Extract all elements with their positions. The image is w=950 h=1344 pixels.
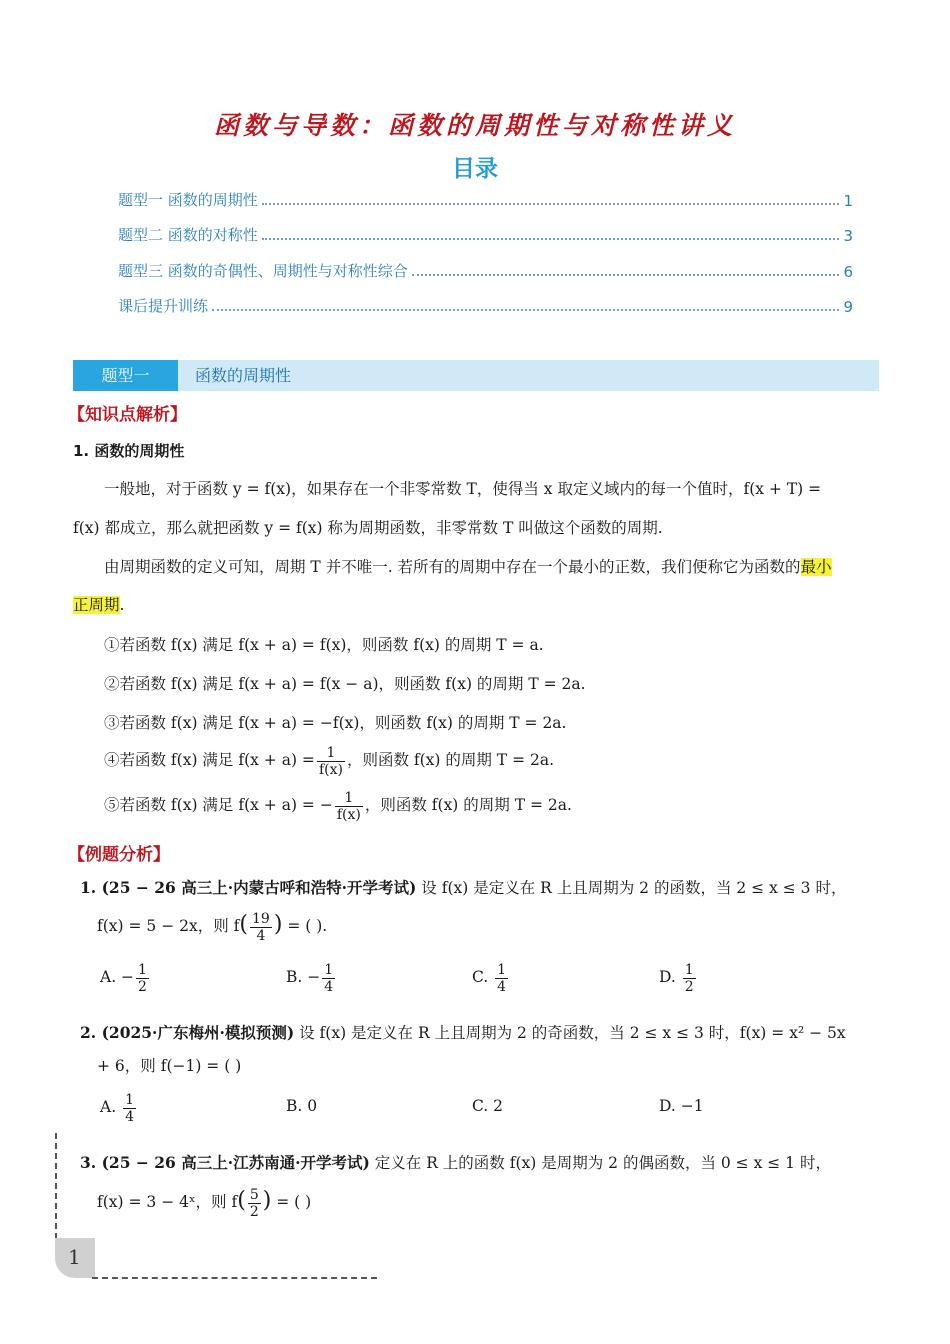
period-end: . xyxy=(119,596,125,614)
toc-entry[interactable] xyxy=(118,223,853,245)
question-2 xyxy=(80,1021,846,1043)
fraction-den: 4 xyxy=(497,978,507,995)
option-label: C. xyxy=(472,968,494,986)
fraction-den: f(x) xyxy=(318,761,343,778)
fraction-num: 1 xyxy=(324,961,334,978)
fraction xyxy=(248,1187,261,1220)
fraction-num: 1 xyxy=(138,961,147,978)
fraction xyxy=(335,790,363,823)
option-label: A. xyxy=(100,1098,122,1116)
fraction-num: 1 xyxy=(335,790,363,807)
rule-3: ③若函数 f(x) 满足 f(x + a) = −f(x)，则函数 f(x) 的周期 T = 2a. xyxy=(104,714,567,732)
fraction-num: 19 xyxy=(251,910,270,927)
question-3-text: 定义在 R 上的函数 f(x) 是周期为 2 的偶函数，当 0 ≤ x ≤ 1 时， xyxy=(369,1154,831,1172)
fraction-num: 1 xyxy=(125,1091,134,1108)
rule-2: ②若函数 f(x) 满足 f(x + a) = f(x − a)，则函数 f(x) 的周期 T = 2a. xyxy=(104,675,586,693)
subheading: 1. 函数的周期性 xyxy=(73,442,185,460)
question-3-line-2: f(x) = 3 − 4ˣ，则 f( $\frac{5}{2}$ ) = ( ) xyxy=(97,1186,312,1220)
toc-entry-page: 9 xyxy=(843,298,853,316)
rule-4-pre: ④若函数 f(x) 满足 f(x + a) = xyxy=(104,751,315,769)
question-2-line-2: + 6，则 f(−1) = ( ) xyxy=(97,1057,242,1075)
q3-post: = ( ) xyxy=(271,1193,312,1211)
toc-entry-label: 题型三 函数的奇偶性、周期性与对称性综合 xyxy=(118,262,408,280)
rule-5 xyxy=(104,786,572,824)
min-period-line-2 xyxy=(73,591,124,619)
fraction-num: 1 xyxy=(497,961,507,978)
option-label: A. − xyxy=(100,968,135,986)
definition-line-2: f(x) 都成立，那么就把函数 y = f(x) 称为周期函数，非零常数 T 叫做这个函数的周期. xyxy=(73,519,663,537)
toc-leader xyxy=(212,309,839,311)
toc-entry-page: 3 xyxy=(843,227,853,245)
toc-leader xyxy=(262,203,840,205)
q2-option-d[interactable]: D. −1 xyxy=(659,1097,704,1115)
question-2-source: 2. (2025·广东梅州·模拟预测) xyxy=(80,1023,295,1042)
option-label: D. xyxy=(659,968,681,986)
highlight-positive-period: 正周期 xyxy=(73,596,120,614)
question-1 xyxy=(80,876,846,898)
q2-option-a[interactable] xyxy=(100,1087,138,1127)
fraction xyxy=(250,911,272,944)
fraction xyxy=(123,1092,136,1125)
toc-entry-label: 题型一 函数的周期性 xyxy=(118,191,258,209)
fraction-den: 2 xyxy=(138,978,147,995)
highlight-min: 最小 xyxy=(800,558,832,576)
fraction xyxy=(136,962,149,995)
rule-4 xyxy=(104,741,554,779)
q1-option-b[interactable] xyxy=(286,957,337,997)
toc-leader xyxy=(412,274,840,276)
fraction xyxy=(322,962,335,995)
fraction xyxy=(683,962,696,995)
question-2-text: 设 f(x) 是定义在 R 上且周期为 2 的奇函数，当 2 ≤ x ≤ 3 时，f(x) = x² − 5x xyxy=(294,1024,846,1042)
toc-entry[interactable] xyxy=(118,294,853,316)
fraction-den: 4 xyxy=(324,978,334,995)
question-1-text: 设 f(x) 是定义在 R 上且周期为 2 的函数，当 2 ≤ x ≤ 3 时， xyxy=(416,879,847,897)
toc-title: 目录 xyxy=(452,156,498,182)
document-title: 函数与导数：函数的周期性与对称性讲义 xyxy=(213,111,736,140)
question-3 xyxy=(80,1151,831,1173)
toc-entry-page: 1 xyxy=(843,192,853,210)
fraction-den: 2 xyxy=(684,978,694,995)
section-tag: 题型一 xyxy=(73,360,178,391)
rule-5-post: ，则函数 f(x) 的周期 T = 2a. xyxy=(364,796,572,814)
fraction-num: 5 xyxy=(249,1186,259,1203)
footer-dashed-line xyxy=(92,1277,377,1279)
q1-option-c[interactable] xyxy=(472,957,510,997)
q1-option-a[interactable] xyxy=(100,957,151,997)
fraction-den: 4 xyxy=(256,927,266,944)
question-1-source: 1. (25 − 26 高三上·内蒙古呼和浩特·开学考试) xyxy=(80,878,417,897)
fraction xyxy=(495,962,508,995)
toc-entry[interactable] xyxy=(118,188,853,210)
toc-leader xyxy=(262,238,840,240)
min-period-text: 由周期函数的定义可知，周期 T 并不唯一. 若所有的周期中存在一个最小的正数，我们便称它为函数的 xyxy=(104,558,801,576)
q1-pre: f(x) = 5 − 2x，则 f xyxy=(97,917,240,935)
min-period-line-1 xyxy=(104,553,832,581)
q1-post: = ( ). xyxy=(282,917,328,935)
margin-dashed-line xyxy=(55,1133,57,1239)
page-number: 1 xyxy=(68,1245,81,1269)
example-heading: 【例题分析】 xyxy=(68,845,170,865)
fraction-den: 4 xyxy=(125,1108,134,1125)
question-1-line-2: f(x) = 5 − 2x，则 f( $\frac{19}{4}$ ) = ( ). xyxy=(97,910,328,944)
q1-option-d[interactable] xyxy=(659,957,698,997)
rule-1: ①若函数 f(x) 满足 f(x + a) = f(x)，则函数 f(x) 的周期 T = a. xyxy=(104,636,544,654)
section-band xyxy=(73,360,879,391)
toc-entry[interactable] xyxy=(118,259,853,281)
question-3-source: 3. (25 − 26 高三上·江苏南通·开学考试) xyxy=(80,1153,370,1172)
rule-4-post: ，则函数 f(x) 的周期 T = 2a. xyxy=(346,751,555,769)
q2-option-c[interactable]: C. 2 xyxy=(472,1097,504,1115)
option-label: B. − xyxy=(286,968,321,986)
knowledge-heading: 【知识点解析】 xyxy=(68,405,187,425)
section-title: 函数的周期性 xyxy=(195,366,292,385)
toc-entry-label: 课后提升训练 xyxy=(118,297,209,315)
fraction-den: f(x) xyxy=(336,806,361,823)
rule-5-pre: ⑤若函数 f(x) 满足 f(x + a) = − xyxy=(104,796,333,814)
fraction-num: 1 xyxy=(684,961,694,978)
fraction-den: 2 xyxy=(249,1203,259,1220)
fraction xyxy=(317,745,345,778)
definition-line-1: 一般地，对于函数 y = f(x)，如果存在一个非零常数 T，使得当 x 取定义域内的每一个值时，f(x + T) = xyxy=(104,480,822,498)
q2-option-b[interactable]: B. 0 xyxy=(286,1097,318,1115)
q3-pre: f(x) = 3 − 4ˣ，则 f xyxy=(97,1193,238,1211)
toc-entry-label: 题型二 函数的对称性 xyxy=(118,226,258,244)
toc-entry-page: 6 xyxy=(843,263,853,281)
fraction-num: 1 xyxy=(317,745,345,762)
